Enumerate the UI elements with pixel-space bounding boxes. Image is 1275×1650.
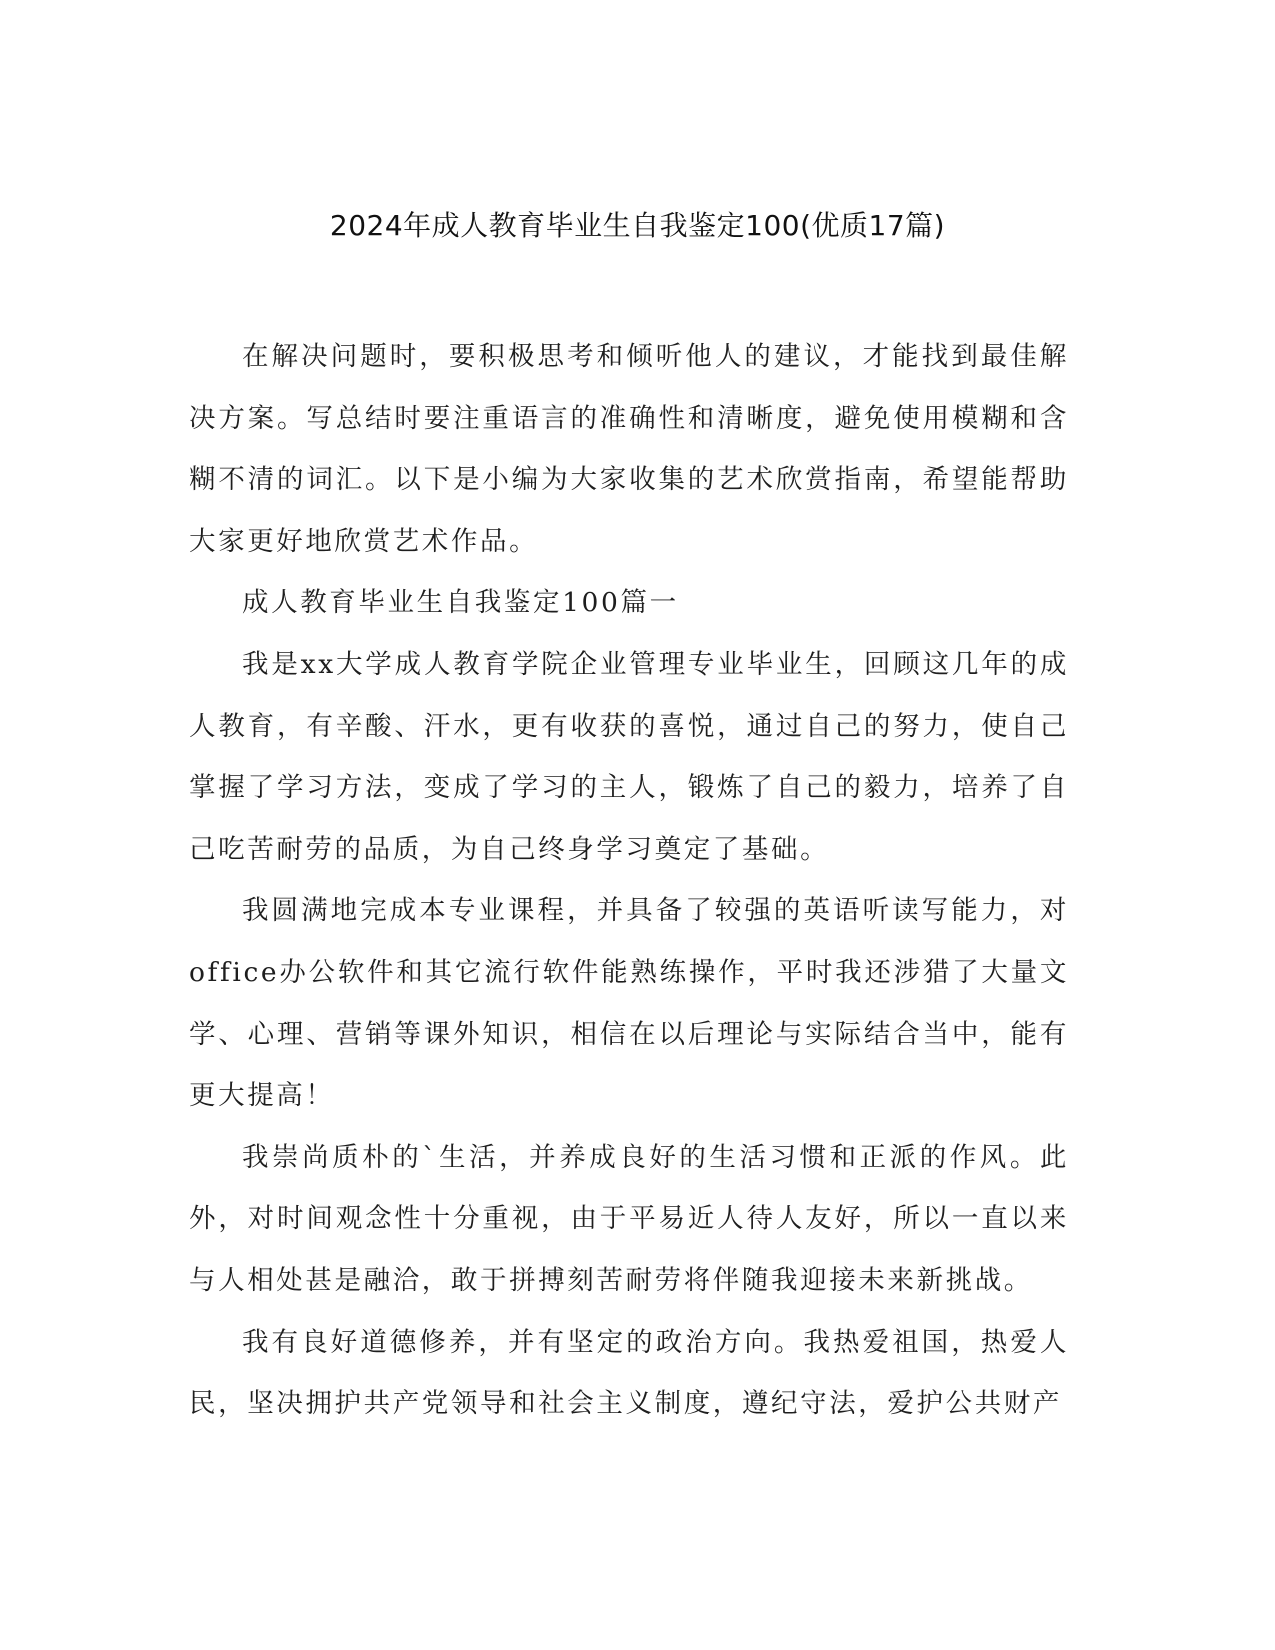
body-paragraph: 我是xx大学成人教育学院企业管理专业毕业生，回顾这几年的成人教育，有辛酸、汗水，更有收获的喜悦，通过自己的努力，使自己掌握了学习方法，变成了学习的主人，锻炼了自己的毅力，培养了自己吃苦耐劳的品质，为自己终身学习奠定了基础。: [189, 648, 1069, 865]
document-title: 2024年成人教育毕业生自我鉴定100(优质17篇): [329, 209, 946, 242]
body-paragraph: 我圆满地完成本专业课程，并具备了较强的英语听读写能力，对office办公软件和其它流行软件能熟练操作，平时我还涉猎了大量文学、心理、营销等课外知识，相信在以后理论与实际结合当中，能有更大提高！: [189, 895, 1069, 1112]
section-heading: 成人教育毕业生自我鉴定100篇一: [242, 587, 679, 619]
body-paragraph: 我崇尚质朴的`生活，并养成良好的生活习惯和正派的作风。此外，对时间观念性十分重视，由于平易近人待人友好，所以一直以来与人相处甚是融洽，敢于拼搏刻苦耐劳将伴随我迎接未来新挑战。: [189, 1141, 1069, 1296]
body-paragraph: 我有良好道德修养，并有坚定的政治方向。我热爱祖国，热爱人民，坚决拥护共产党领导和社会主义制度，遵纪守法，爱护公共财产: [189, 1326, 1069, 1420]
document-body: [189, 326, 1069, 1435]
intro-paragraph: 在解决问题时，要积极思考和倾听他人的建议，才能找到最佳解决方案。写总结时要注重语言的准确性和清晰度，避免使用模糊和含糊不清的词汇。以下是小编为大家收集的艺术欣赏指南，希望能帮助大家更好地欣赏艺术作品。: [189, 341, 1069, 557]
